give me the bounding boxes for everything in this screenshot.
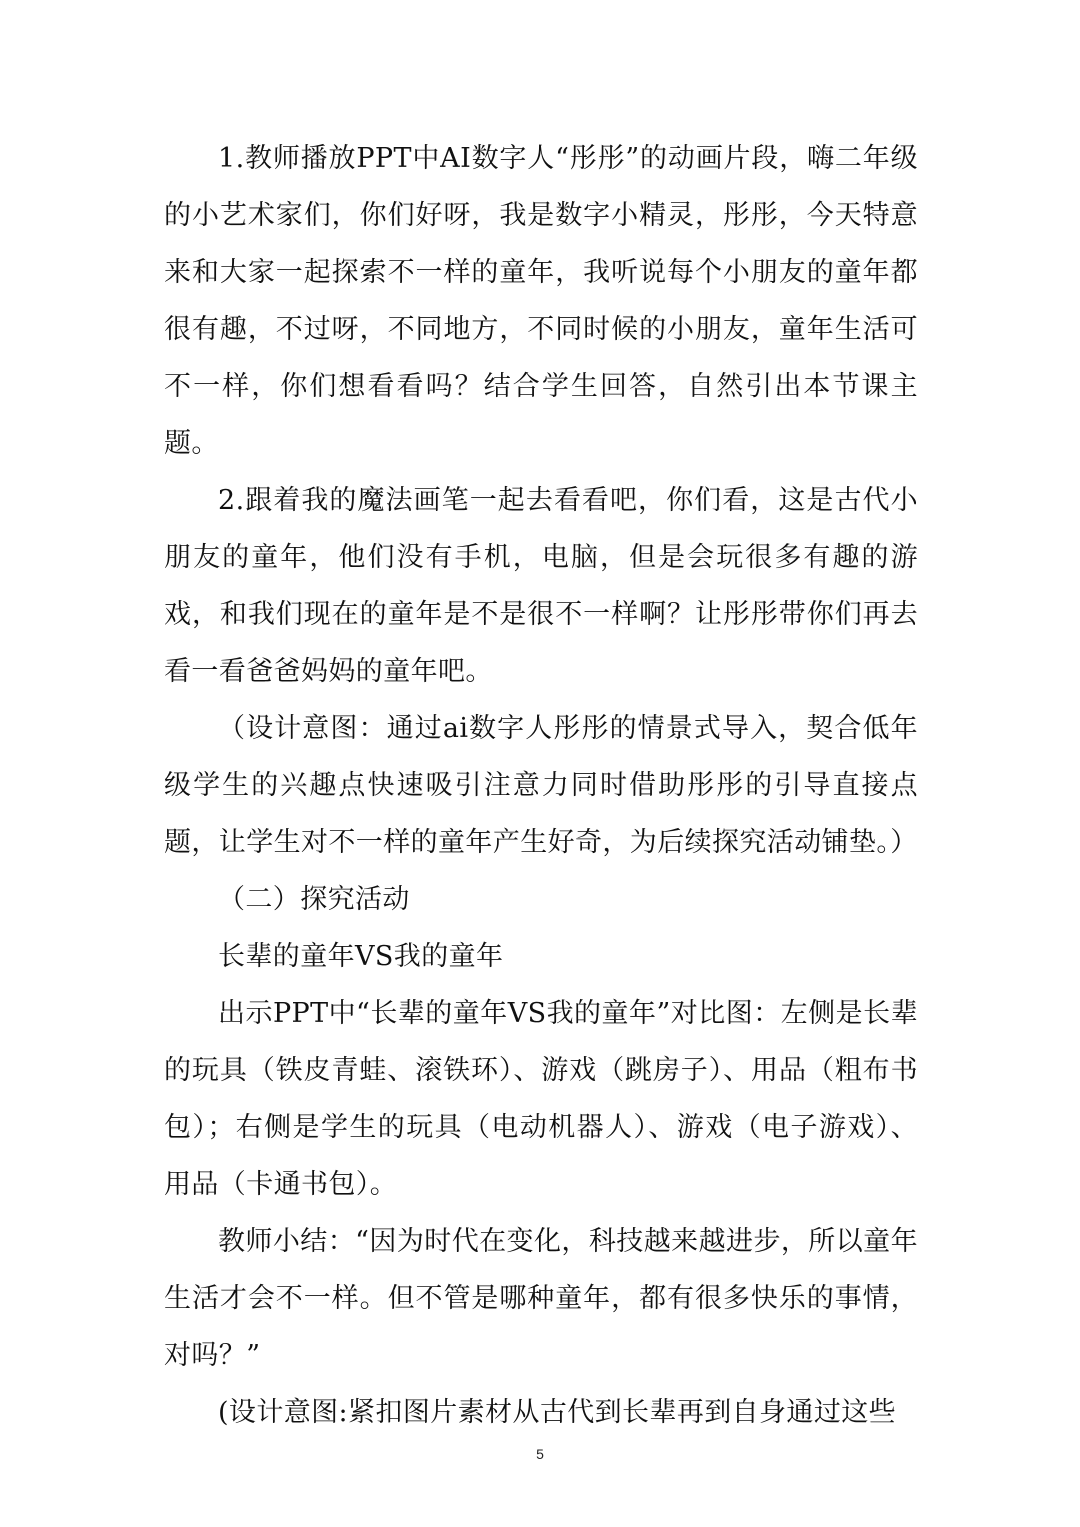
paragraph-magic-brush: 2.跟着我的魔法画笔一起去看看吧，你们看，这是古代小朋友的童年，他们没有手机，电脑，但是会玩很多有趣的游戏，和我们现在的童年是不是很不一样啊？让彤彤带你们再去看一看爸爸妈妈的童年吧。 — [164, 485, 918, 687]
paragraph-comparison-chart: 出示PPT中“长辈的童年VS我的童年”对比图：左侧是长辈的玩具（铁皮青蛙、滚铁环）、游戏（跳房子）、用品（粗布书包）；右侧是学生的玩具（电动机器人）、游戏（电子游戏）、用品（卡通书包）。 — [164, 998, 918, 1200]
document-body — [164, 130, 918, 1441]
paragraph-design-intent-1: （设计意图：通过ai数字人彤彤的情景式导入，契合低年级学生的兴趣点快速吸引注意力同时借助彤彤的引导直接点题，让学生对不一样的童年产生好奇，为后续探究活动铺垫。） — [164, 713, 918, 858]
paragraph-design-intent-2: (设计意图:紧扣图片素材从古代到长辈再到自身通过这些 — [218, 1397, 897, 1428]
subheading-comparison: 长辈的童年VS我的童年 — [218, 941, 504, 972]
section-heading-inquiry: （二）探究活动 — [218, 884, 410, 915]
paragraph-intro-animation: 1.教师播放PPT中AI数字人“彤彤”的动画片段，嗨二年级的小艺术家们，你们好呀，我是数字小精灵，彤彤，今天特意来和大家一起探索不一样的童年，我听说每个小朋友的童年都很有趣，不过呀，不同地方，不同时候的小朋友，童年生活可不一样，你们想看看吗？结合学生回答，自然引出本节课主题。 — [164, 143, 918, 459]
page-number: 5 — [536, 1446, 544, 1462]
paragraph-teacher-summary: 教师小结：“因为时代在变化，科技越来越进步，所以童年生活才会不一样。但不管是哪种童年，都有很多快乐的事情，对吗？” — [164, 1226, 918, 1371]
